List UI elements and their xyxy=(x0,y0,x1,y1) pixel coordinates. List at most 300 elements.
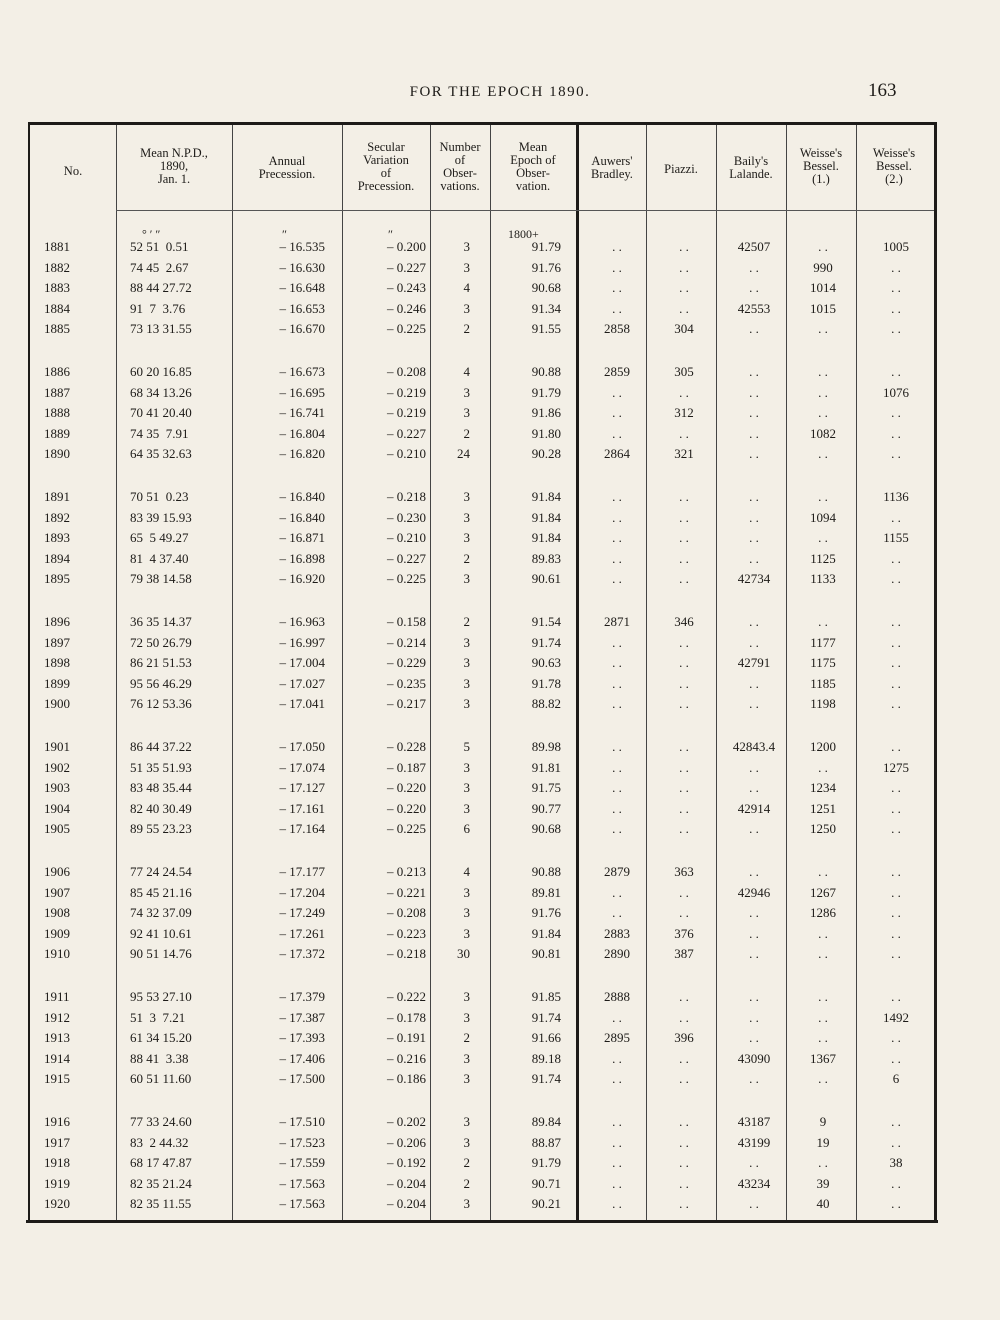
weisse-bessel-1-ref: . . xyxy=(818,239,828,254)
weisse-bessel-1-ref: 1094 xyxy=(810,509,836,525)
weisse-bessel-1-ref: . . xyxy=(818,864,828,879)
weisse-bessel-1-ref: 1251 xyxy=(810,800,836,816)
table-row xyxy=(30,321,934,341)
secular-variation: – 0.191 xyxy=(387,1030,426,1045)
mean-npd: 82 35 11.55 xyxy=(130,1196,192,1211)
mean-npd: 82 35 21.24 xyxy=(130,1175,192,1191)
secular-variation: – 0.229 xyxy=(387,655,426,670)
table-row xyxy=(30,864,934,884)
unit-seconds: ″ xyxy=(282,227,287,241)
secular-variation: – 0.225 xyxy=(387,571,426,586)
weisse-bessel-2-ref: . . xyxy=(891,1030,901,1045)
weisse-bessel-1-ref: . . xyxy=(818,321,828,336)
auwers-bradley-ref: . . xyxy=(612,675,622,691)
mean-npd: 36 35 14.37 xyxy=(130,614,192,629)
annual-precession: – 17.127 xyxy=(279,780,325,795)
annual-precession: – 17.041 xyxy=(279,696,325,711)
table-row xyxy=(30,385,934,405)
star-number: 1895 xyxy=(44,571,70,586)
secular-variation: – 0.227 xyxy=(387,550,426,566)
auwers-bradley-ref: . . xyxy=(612,800,622,816)
weisse-bessel-2-ref: . . xyxy=(891,364,901,379)
header-piazzi: Piazzi. xyxy=(664,162,698,176)
mean-epoch: 91.74 xyxy=(531,634,561,650)
mean-npd: 76 12 53.36 xyxy=(130,696,192,711)
weisse-bessel-2-ref: . . xyxy=(891,1196,901,1211)
annual-precession: – 17.249 xyxy=(279,905,325,920)
weisse-bessel-1-ref: 1198 xyxy=(810,696,836,711)
weisse-bessel-2-ref: . . xyxy=(891,259,901,275)
piazzi-ref: . . xyxy=(679,675,689,691)
auwers-bradley-ref: 2888 xyxy=(604,989,630,1004)
auwers-bradley-ref: . . xyxy=(612,489,622,504)
piazzi-ref: 396 xyxy=(674,1030,694,1045)
star-number: 1889 xyxy=(44,425,70,441)
piazzi-ref: . . xyxy=(679,300,689,316)
piazzi-ref: . . xyxy=(679,1114,689,1129)
weisse-bessel-1-ref: . . xyxy=(818,759,828,775)
weisse-bessel-1-ref: . . xyxy=(818,489,828,504)
bailys-lalande-ref: . . xyxy=(749,405,759,420)
bailys-lalande-ref: . . xyxy=(749,905,759,920)
star-number: 1897 xyxy=(44,634,70,650)
number-of-observations: 3 xyxy=(463,1196,470,1211)
bailys-lalande-ref: . . xyxy=(749,550,759,566)
mean-npd: 70 51 0.23 xyxy=(130,489,189,504)
mean-epoch: 89.98 xyxy=(531,739,561,754)
page-number: 163 xyxy=(868,80,897,101)
number-of-observations: 24 xyxy=(457,446,470,461)
secular-variation: – 0.208 xyxy=(387,905,426,920)
mean-npd: 68 17 47.87 xyxy=(130,1155,192,1170)
header-no: No. xyxy=(63,164,83,178)
weisse-bessel-2-ref: . . xyxy=(891,509,901,525)
weisse-bessel-1-ref: . . xyxy=(818,446,828,461)
weisse-bessel-2-ref: . . xyxy=(891,1134,901,1150)
piazzi-ref: 304 xyxy=(674,321,694,336)
mean-npd: 82 40 30.49 xyxy=(130,800,192,816)
secular-variation: – 0.228 xyxy=(387,739,426,754)
mean-npd: 88 41 3.38 xyxy=(130,1050,189,1066)
weisse-bessel-2-ref: . . xyxy=(891,989,901,1004)
number-of-observations: 4 xyxy=(463,864,470,879)
secular-variation: – 0.210 xyxy=(387,446,426,461)
piazzi-ref: 376 xyxy=(674,925,694,941)
bailys-lalande-ref: . . xyxy=(749,1071,759,1086)
bailys-lalande-ref: 42946 xyxy=(737,884,771,900)
table-row xyxy=(30,301,934,321)
number-of-observations: 3 xyxy=(463,634,470,650)
secular-variation: – 0.202 xyxy=(387,1114,426,1129)
auwers-bradley-ref: 2883 xyxy=(604,925,630,941)
mean-npd: 68 34 13.26 xyxy=(130,384,192,400)
secular-variation: – 0.225 xyxy=(387,821,426,836)
weisse-bessel-2-ref: 6 xyxy=(892,1071,900,1086)
mean-npd: 65 5 49.27 xyxy=(130,530,189,545)
piazzi-ref: . . xyxy=(679,280,689,295)
mean-epoch: 91.34 xyxy=(531,300,561,316)
number-of-observations: 3 xyxy=(463,696,470,711)
weisse-bessel-2-ref: . . xyxy=(891,614,901,629)
piazzi-ref: . . xyxy=(679,1134,689,1150)
number-of-observations: 2 xyxy=(463,550,470,566)
number-of-observations: 2 xyxy=(463,1030,470,1045)
weisse-bessel-2-ref: . . xyxy=(891,821,901,836)
annual-precession: – 17.406 xyxy=(279,1050,325,1066)
weisse-bessel-2-ref: . . xyxy=(891,300,901,316)
header-weisse-bessel-1: Weisse's Bessel. (1.) xyxy=(799,146,843,186)
star-number: 1890 xyxy=(44,446,70,461)
weisse-bessel-1-ref: 1200 xyxy=(810,739,836,754)
auwers-bradley-ref: . . xyxy=(612,405,622,420)
number-of-observations: 3 xyxy=(463,1134,470,1150)
number-of-observations: 3 xyxy=(463,509,470,525)
piazzi-ref: . . xyxy=(679,739,689,754)
weisse-bessel-1-ref: 1267 xyxy=(810,884,836,900)
mean-epoch: 91.76 xyxy=(531,259,561,275)
mean-npd: 81 4 37.40 xyxy=(130,550,189,566)
mean-npd: 95 53 27.10 xyxy=(130,989,192,1004)
star-number: 1893 xyxy=(44,530,70,545)
mean-epoch: 88.87 xyxy=(531,1134,561,1150)
star-number: 1917 xyxy=(44,1134,70,1150)
piazzi-ref: . . xyxy=(679,425,689,441)
mean-npd: 74 32 37.09 xyxy=(130,905,192,920)
star-number: 1882 xyxy=(44,259,70,275)
unit-epoch-offset: 1800+ xyxy=(508,227,539,241)
weisse-bessel-1-ref: 1133 xyxy=(810,571,836,586)
piazzi-ref: 387 xyxy=(674,946,694,961)
table-row xyxy=(30,239,934,259)
mean-epoch: 90.61 xyxy=(531,571,561,586)
number-of-observations: 2 xyxy=(463,425,470,441)
annual-precession: – 17.500 xyxy=(279,1071,325,1086)
annual-precession: – 17.387 xyxy=(279,1009,325,1025)
mean-npd: 83 39 15.93 xyxy=(130,509,192,525)
annual-precession: – 17.261 xyxy=(279,925,325,941)
auwers-bradley-ref: . . xyxy=(612,300,622,316)
weisse-bessel-1-ref: 1175 xyxy=(810,655,836,670)
table-row xyxy=(30,1010,934,1030)
bailys-lalande-ref: . . xyxy=(749,864,759,879)
mean-epoch: 91.55 xyxy=(531,321,561,336)
auwers-bradley-ref: . . xyxy=(612,259,622,275)
number-of-observations: 3 xyxy=(463,800,470,816)
table-row xyxy=(30,1030,934,1050)
piazzi-ref: . . xyxy=(679,905,689,920)
star-number: 1909 xyxy=(44,925,70,941)
bailys-lalande-ref: 42553 xyxy=(737,300,771,316)
star-number: 1886 xyxy=(44,364,70,379)
piazzi-ref: 346 xyxy=(674,614,694,629)
auwers-bradley-ref: . . xyxy=(612,509,622,525)
table-row xyxy=(30,801,934,821)
secular-variation: – 0.222 xyxy=(387,989,426,1004)
annual-precession: – 17.372 xyxy=(279,946,325,961)
piazzi-ref: . . xyxy=(679,530,689,545)
weisse-bessel-2-ref: . . xyxy=(891,925,901,941)
bailys-lalande-ref: . . xyxy=(749,364,759,379)
mean-epoch: 90.63 xyxy=(531,655,561,670)
mean-epoch: 91.85 xyxy=(531,989,561,1004)
mean-npd: 88 44 27.72 xyxy=(130,280,192,295)
weisse-bessel-1-ref: 1125 xyxy=(810,550,836,566)
table-row xyxy=(30,1051,934,1071)
mean-npd: 72 50 26.79 xyxy=(130,634,192,650)
secular-variation: – 0.225 xyxy=(387,321,426,336)
secular-variation: – 0.206 xyxy=(387,1134,426,1150)
auwers-bradley-ref: . . xyxy=(612,1009,622,1025)
annual-precession: – 16.804 xyxy=(279,425,325,441)
header-auwers-bradley: Auwers' Bradley. xyxy=(591,154,633,181)
mean-npd: 90 51 14.76 xyxy=(130,946,192,961)
star-number: 1900 xyxy=(44,696,70,711)
number-of-observations: 3 xyxy=(463,780,470,795)
mean-npd: 74 45 2.67 xyxy=(130,259,189,275)
annual-precession: – 16.898 xyxy=(279,550,325,566)
bailys-lalande-ref: . . xyxy=(749,1009,759,1025)
table-row xyxy=(30,655,934,675)
bailys-lalande-ref: . . xyxy=(749,675,759,691)
mean-epoch: 91.78 xyxy=(531,675,561,691)
piazzi-ref: . . xyxy=(679,759,689,775)
header-npd: Mean N.P.D., 1890, Jan. 1. xyxy=(140,146,208,186)
bailys-lalande-ref: . . xyxy=(749,821,759,836)
number-of-observations: 3 xyxy=(463,989,470,1004)
annual-precession: – 17.393 xyxy=(279,1030,325,1045)
weisse-bessel-2-ref: . . xyxy=(891,696,901,711)
secular-variation: – 0.218 xyxy=(387,946,426,961)
number-of-observations: 5 xyxy=(463,739,470,754)
mean-epoch: 91.84 xyxy=(531,925,561,941)
secular-variation: – 0.187 xyxy=(387,759,426,775)
star-number: 1899 xyxy=(44,675,70,691)
header-secular-variation: Secular Variation of Precession. xyxy=(357,140,415,193)
table-row xyxy=(30,1071,934,1091)
mean-npd: 64 35 32.63 xyxy=(130,446,192,461)
weisse-bessel-1-ref: . . xyxy=(818,614,828,629)
number-of-observations: 3 xyxy=(463,384,470,400)
star-number: 1915 xyxy=(44,1071,70,1086)
bailys-lalande-ref: . . xyxy=(749,384,759,400)
weisse-bessel-2-ref: . . xyxy=(891,446,901,461)
secular-variation: – 0.210 xyxy=(387,530,426,545)
annual-precession: – 16.695 xyxy=(279,384,325,400)
annual-precession: – 16.963 xyxy=(279,614,325,629)
piazzi-ref: . . xyxy=(679,1196,689,1211)
annual-precession: – 16.648 xyxy=(279,280,325,295)
number-of-observations: 3 xyxy=(463,259,470,275)
secular-variation: – 0.200 xyxy=(387,239,426,254)
number-of-observations: 4 xyxy=(463,280,470,295)
piazzi-ref: . . xyxy=(679,489,689,504)
piazzi-ref: . . xyxy=(679,509,689,525)
number-of-observations: 3 xyxy=(463,239,470,254)
auwers-bradley-ref: . . xyxy=(612,884,622,900)
mean-epoch: 91.80 xyxy=(531,425,561,441)
bailys-lalande-ref: 43090 xyxy=(737,1050,771,1066)
weisse-bessel-2-ref: . . xyxy=(891,800,901,816)
bailys-lalande-ref: 43234 xyxy=(737,1175,771,1191)
auwers-bradley-ref: 2859 xyxy=(604,364,630,379)
auwers-bradley-ref: 2864 xyxy=(604,446,630,461)
annual-precession: – 16.997 xyxy=(279,634,325,650)
star-number: 1913 xyxy=(44,1030,70,1045)
star-number: 1885 xyxy=(44,321,70,336)
weisse-bessel-2-ref: 38 xyxy=(889,1155,903,1170)
star-number: 1891 xyxy=(44,489,70,504)
weisse-bessel-2-ref: . . xyxy=(891,321,901,336)
mean-epoch: 90.77 xyxy=(531,800,561,816)
secular-variation: – 0.217 xyxy=(387,696,426,711)
auwers-bradley-ref: . . xyxy=(612,780,622,795)
weisse-bessel-2-ref: . . xyxy=(891,905,901,920)
table-row xyxy=(30,635,934,655)
piazzi-ref: . . xyxy=(679,989,689,1004)
piazzi-ref: . . xyxy=(679,821,689,836)
weisse-bessel-2-ref: 1155 xyxy=(883,530,909,545)
table-row xyxy=(30,1196,934,1216)
weisse-bessel-1-ref: . . xyxy=(818,1030,828,1045)
secular-variation: – 0.220 xyxy=(387,800,426,816)
unit-seconds: ″ xyxy=(388,227,393,241)
secular-variation: – 0.243 xyxy=(387,280,426,295)
weisse-bessel-2-ref: . . xyxy=(891,739,901,754)
piazzi-ref: 321 xyxy=(674,446,694,461)
header-number-of-observations: Number of Obser- vations. xyxy=(439,140,481,193)
mean-epoch: 90.71 xyxy=(531,1175,561,1191)
weisse-bessel-1-ref: 40 xyxy=(816,1196,830,1211)
secular-variation: – 0.223 xyxy=(387,925,426,941)
secular-variation: – 0.204 xyxy=(387,1175,426,1191)
table-row xyxy=(30,260,934,280)
table-row xyxy=(30,530,934,550)
table-row xyxy=(30,571,934,591)
table-row xyxy=(30,510,934,530)
annual-precession: – 17.177 xyxy=(279,864,325,879)
secular-variation: – 0.227 xyxy=(387,259,426,275)
piazzi-ref: . . xyxy=(679,384,689,400)
mean-epoch: 91.76 xyxy=(531,905,561,920)
mean-epoch: 90.68 xyxy=(531,821,561,836)
piazzi-ref: . . xyxy=(679,1009,689,1025)
secular-variation: – 0.219 xyxy=(387,405,426,420)
star-number: 1902 xyxy=(44,759,70,775)
mean-epoch: 91.86 xyxy=(531,405,561,420)
bailys-lalande-ref: . . xyxy=(749,780,759,795)
mean-epoch: 90.68 xyxy=(531,280,561,295)
annual-precession: – 16.840 xyxy=(279,509,325,525)
auwers-bradley-ref: . . xyxy=(612,550,622,566)
auwers-bradley-ref: . . xyxy=(612,759,622,775)
star-number: 1884 xyxy=(44,300,70,316)
number-of-observations: 3 xyxy=(463,405,470,420)
bailys-lalande-ref: . . xyxy=(749,696,759,711)
piazzi-ref: . . xyxy=(679,1175,689,1191)
weisse-bessel-2-ref: . . xyxy=(891,280,901,295)
annual-precession: – 16.840 xyxy=(279,489,325,504)
weisse-bessel-1-ref: 990 xyxy=(813,259,833,275)
secular-variation: – 0.230 xyxy=(387,509,426,525)
weisse-bessel-1-ref: 1234 xyxy=(810,780,836,795)
number-of-observations: 2 xyxy=(463,614,470,629)
secular-variation: – 0.235 xyxy=(387,675,426,691)
table-row xyxy=(30,446,934,466)
table-row xyxy=(30,551,934,571)
bailys-lalande-ref: . . xyxy=(749,1030,759,1045)
number-of-observations: 2 xyxy=(463,1175,470,1191)
piazzi-ref: 363 xyxy=(674,864,694,879)
piazzi-ref: . . xyxy=(679,571,689,586)
auwers-bradley-ref: . . xyxy=(612,1155,622,1170)
mean-epoch: 89.84 xyxy=(531,1114,561,1129)
star-number: 1918 xyxy=(44,1155,70,1170)
number-of-observations: 3 xyxy=(463,489,470,504)
annual-precession: – 17.523 xyxy=(279,1134,325,1150)
weisse-bessel-2-ref: 1076 xyxy=(883,384,909,400)
unit-degrees-minutes-seconds: ° ′ ″ xyxy=(142,227,161,241)
weisse-bessel-2-ref: . . xyxy=(891,550,901,566)
weisse-bessel-2-ref: . . xyxy=(891,780,901,795)
weisse-bessel-1-ref: . . xyxy=(818,530,828,545)
table-row xyxy=(30,364,934,384)
secular-variation: – 0.214 xyxy=(387,634,426,650)
annual-precession: – 16.741 xyxy=(279,405,325,420)
bailys-lalande-ref: . . xyxy=(749,946,759,961)
table-row xyxy=(30,676,934,696)
number-of-observations: 3 xyxy=(463,884,470,900)
mean-npd: 83 48 35.44 xyxy=(130,780,192,795)
table-row xyxy=(30,1155,934,1175)
number-of-observations: 3 xyxy=(463,655,470,670)
bailys-lalande-ref: 42914 xyxy=(737,800,771,816)
star-number: 1887 xyxy=(44,384,70,400)
annual-precession: – 17.563 xyxy=(279,1175,325,1191)
weisse-bessel-1-ref: . . xyxy=(818,1155,828,1170)
auwers-bradley-ref: . . xyxy=(612,1175,622,1191)
table-row xyxy=(30,885,934,905)
mean-npd: 60 51 11.60 xyxy=(130,1071,192,1086)
star-number: 1883 xyxy=(44,280,70,295)
number-of-observations: 3 xyxy=(463,530,470,545)
mean-epoch: 91.79 xyxy=(531,384,561,400)
number-of-observations: 4 xyxy=(463,364,470,379)
mean-npd: 73 13 31.55 xyxy=(130,321,192,336)
weisse-bessel-1-ref: 1367 xyxy=(810,1050,836,1066)
star-number: 1919 xyxy=(44,1175,70,1191)
weisse-bessel-2-ref: . . xyxy=(891,655,901,670)
mean-epoch: 91.74 xyxy=(531,1009,561,1025)
star-number: 1888 xyxy=(44,405,70,420)
header-annual-precession: Annual Precession. xyxy=(258,154,316,181)
annual-precession: – 17.164 xyxy=(279,821,325,836)
weisse-bessel-2-ref: . . xyxy=(891,884,901,900)
piazzi-ref: . . xyxy=(679,259,689,275)
auwers-bradley-ref: . . xyxy=(612,239,622,254)
weisse-bessel-1-ref: . . xyxy=(818,384,828,400)
mean-npd: 86 44 37.22 xyxy=(130,739,192,754)
table-row xyxy=(30,426,934,446)
secular-variation: – 0.192 xyxy=(387,1155,426,1170)
auwers-bradley-ref: . . xyxy=(612,696,622,711)
star-number: 1905 xyxy=(44,821,70,836)
table-row xyxy=(30,489,934,509)
bailys-lalande-ref: . . xyxy=(749,634,759,650)
bailys-lalande-ref: 42843.4 xyxy=(732,739,776,754)
weisse-bessel-2-ref: . . xyxy=(891,675,901,691)
star-number: 1906 xyxy=(44,864,70,879)
annual-precession: – 17.027 xyxy=(279,675,325,691)
